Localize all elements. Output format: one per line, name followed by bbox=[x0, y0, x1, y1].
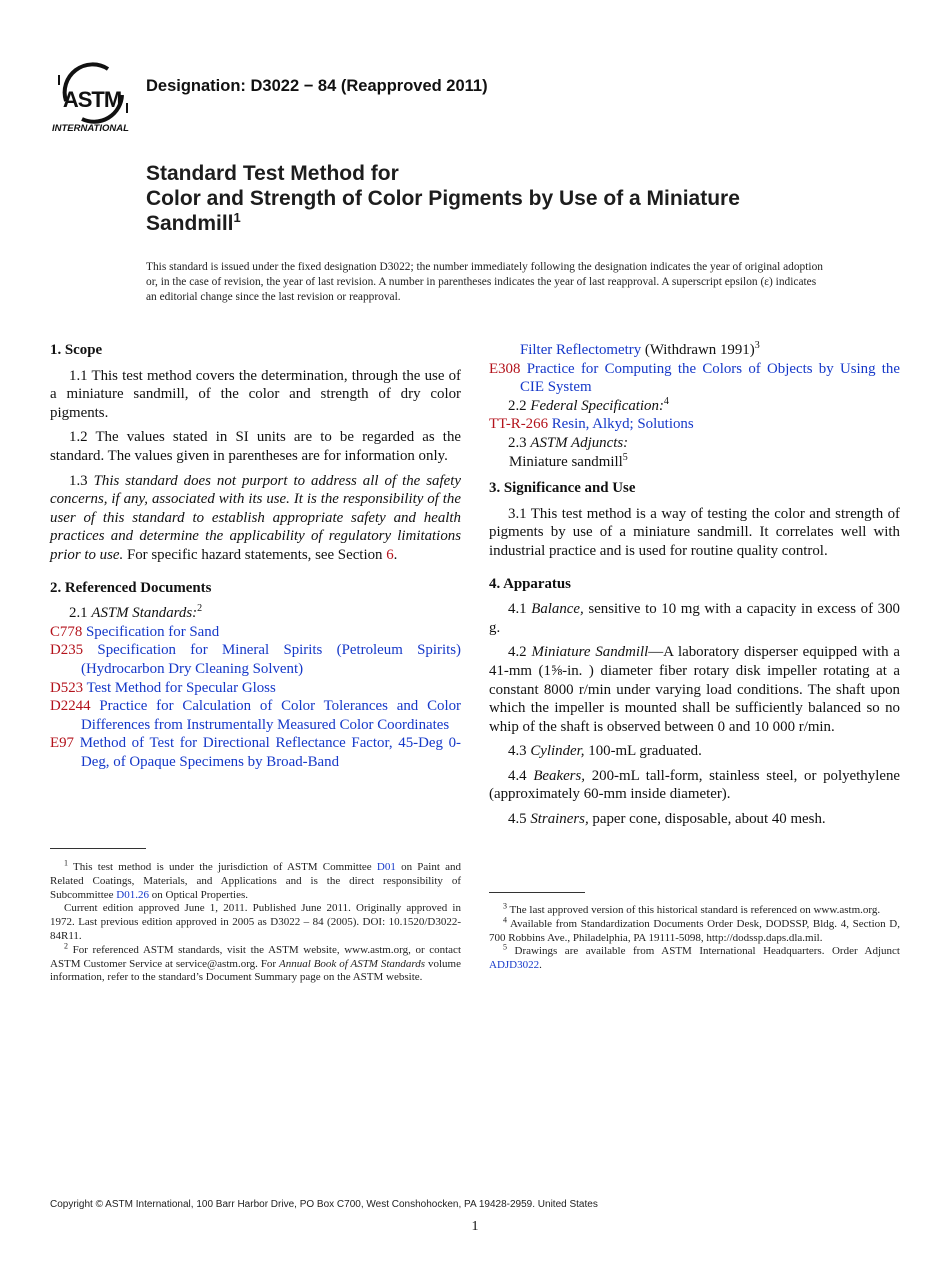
ref-ttr266-code[interactable]: TT-R-266 bbox=[489, 416, 549, 433]
committee-d01-link[interactable]: D01 bbox=[376, 861, 396, 873]
logo-text: ASTM bbox=[62, 87, 122, 112]
left-column bbox=[50, 341, 461, 771]
scope-1-2: 1.2 The values stated in SI units are to be regarded as the standard. The values given in parentheses are for information only. bbox=[50, 429, 461, 464]
footnote-2: $^2$ For referenced ASTM standards, visit the ASTM website, www.astm.org, or contact ASTM Customer Service at service@astm.org. For Annual Book of ASTM Standards volume information, refer to the standard’s Document Summary page on the ASTM website. bbox=[50, 941, 461, 984]
footnote-3: $^3$ The last approved version of this historical standard is referenced on www.astm.org. bbox=[503, 901, 881, 916]
federal-spec-label: 2.2 Federal Specification:$^4$ bbox=[508, 395, 669, 414]
title-line-1: Standard Test Method for bbox=[146, 162, 399, 185]
ref-e308-title[interactable]: Practice for Computing the Colors of Objects by Using the CIE System bbox=[520, 360, 900, 396]
ref-ttr266 bbox=[489, 415, 900, 434]
ref-d235-title[interactable]: Specification for Mineral Spirits (Petroleum Spirits) (Hydrocarbon Dry Cleaning Solvent) bbox=[81, 642, 461, 677]
section-significance-heading: 3. Significance and Use bbox=[489, 480, 636, 497]
right-column bbox=[489, 341, 900, 835]
title-line-3: Sandmill$^1$ bbox=[146, 210, 241, 235]
title-footnote-ref[interactable]: 1 bbox=[233, 210, 241, 225]
ref-d523-title[interactable]: Test Method for Specular Gloss bbox=[86, 679, 276, 696]
apparatus-4-4: 4.4 Beakers, 200-mL tall-form, stainless steel, or polyethylene (approximately 60-mm inside diameter). bbox=[489, 767, 900, 803]
ref-e97-continued: Filter Reflectometry (Withdrawn 1991)$^3$ bbox=[520, 340, 760, 358]
section-6-link[interactable]: 6 bbox=[386, 546, 394, 563]
apparatus-4-3: 4.3 Cylinder, 100-mL graduated. bbox=[508, 743, 702, 760]
ref-e97-code[interactable]: E97 bbox=[50, 735, 74, 752]
ref-e97 bbox=[50, 734, 461, 771]
adjuncts-label: 2.3 ASTM Adjuncts: bbox=[508, 434, 629, 451]
astm-standards-label: 2.1 ASTM Standards:$^2$ bbox=[69, 603, 203, 622]
footnote-divider bbox=[489, 892, 585, 893]
ref-e308 bbox=[489, 360, 900, 397]
designation: Designation: D3022 − 84 (Reapproved 2011) bbox=[146, 77, 488, 95]
ref-ttr266-title[interactable]: Resin, Alkyd; Solutions bbox=[551, 416, 694, 433]
ref-d2244-title[interactable]: Practice for Calculation of Color Tolerances and Color Differences from Instrumentally Measured Color Coordinates bbox=[81, 698, 461, 733]
footnotes-right bbox=[489, 892, 900, 973]
footnote-1-edition: Current edition approved June 1, 2011. Published June 2011. Originally approved in 1972. Last previous edition approved in 2005 as D3022 – 84 (2005). DOI: 10.1520/D3022-84R11. bbox=[50, 902, 461, 942]
apparatus-4-2: 4.2 Miniature Sandmill—A laboratory disperser equipped with a 41-mm (1⅝-in. ) diameter fiber rotary disk impeller rotating at a constant 8000 r/min under varying load conditions. The shaft upon which the impeller is mounted shall be sufficiently balanced so no whip of the shaft is observed between 0 and 10 000 r/min. bbox=[489, 644, 901, 735]
ref-d235 bbox=[50, 641, 461, 678]
document-title bbox=[146, 161, 740, 236]
copyright-notice: Copyright © ASTM International, 100 Barr Harbor Drive, PO Box C700, West Conshohocken, PA 19428-2959. United States bbox=[50, 1199, 598, 1210]
ref-c778-title[interactable]: Specification for Sand bbox=[86, 623, 220, 640]
footnote-1: $^1$ This test method is under the jurisdiction of ASTM Committee D01 on Paint and Related Coatings, Materials, and Applications and is the direct responsibility of Subcommittee D01.26 on Optical Properties. bbox=[50, 858, 461, 901]
ref-e308-code[interactable]: E308 bbox=[489, 360, 521, 377]
ref-e97-title-cont[interactable]: Filter Reflectometry bbox=[520, 342, 642, 358]
scope-1-1: 1.1 This test method covers the determination, through the use of a miniature sandmill, of the color and strength of dry color pigments. bbox=[50, 367, 461, 421]
ref-d2244-code[interactable]: D2244 bbox=[50, 698, 91, 715]
section-apparatus-heading: 4. Apparatus bbox=[489, 575, 571, 592]
section-scope-heading: 1. Scope bbox=[50, 342, 103, 358]
astm-globe-icon bbox=[58, 64, 128, 121]
ref-d523-code[interactable]: D523 bbox=[50, 679, 84, 696]
ref-e97-title[interactable]: Method of Test for Directional Reflectance Factor, 45-Deg 0-Deg, of Opaque Specimens by Broad-Band bbox=[79, 735, 461, 770]
astm-logo bbox=[52, 55, 136, 135]
footnote-4: $^4$ Available from Standardization Documents Order Desk, DODSSP, Bldg. 4, Section D, 700 Robbins Ave., Philadelphia, PA 19111-5098, http://dodssp.daps.dla.mil. bbox=[489, 915, 900, 944]
ref-c778 bbox=[50, 623, 461, 642]
ref-d2244 bbox=[50, 697, 461, 734]
logo-subtext: INTERNATIONAL bbox=[52, 123, 129, 134]
ref-d235-code[interactable]: D235 bbox=[50, 642, 84, 659]
title-line-2: Color and Strength of Color Pigments by Use of a Miniature bbox=[146, 187, 740, 210]
adjunct-item: Miniature sandmill$^5$ bbox=[509, 451, 628, 470]
issuance-statement: This standard is issued under the fixed designation D3022; the number immediately following the designation indicates the year of original adoption or, in the case of revision, the year of last revision. A number in parentheses indicates the year of last reapproval. A superscript epsilon (ε) indicates an editorial change since the last revision or reapproval. bbox=[146, 261, 823, 303]
apparatus-4-1: 4.1 Balance, sensitive to 10 mg with a capacity in excess of 300 g. bbox=[489, 601, 900, 636]
subcommittee-d0126-link[interactable]: D01.26 bbox=[116, 888, 149, 901]
footnote-divider bbox=[50, 848, 146, 849]
ref-d523 bbox=[50, 679, 461, 698]
section-referenced-heading: 2. Referenced Documents bbox=[50, 579, 212, 596]
scope-1-3: 1.3 This standard does not purport to address all of the safety concerns, if any, associated with its use. It is the responsibility of the user of this standard to establish appropriate safety and health practices and determine the applicability of regulatory limitations prior to use. For specific hazard statements, see Section 6. bbox=[50, 472, 461, 563]
apparatus-4-5: 4.5 Strainers, paper cone, disposable, about 40 mesh. bbox=[508, 811, 826, 828]
significance-3-1: 3.1 This test method is a way of testing the color and strength of pigments by use of a miniature sandmill. It correlates well with industrial practice and is used for routine quality control. bbox=[489, 505, 900, 559]
adjunct-adjd3022-link[interactable]: ADJD3022 bbox=[489, 959, 540, 972]
page-number: 1 bbox=[471, 1219, 479, 1234]
footnotes-left bbox=[50, 848, 461, 985]
ref-c778-code[interactable]: C778 bbox=[50, 623, 83, 640]
footnote-5: $^5$ Drawings are available from ASTM International Headquarters. Order Adjunct ADJD3022. bbox=[489, 942, 900, 972]
